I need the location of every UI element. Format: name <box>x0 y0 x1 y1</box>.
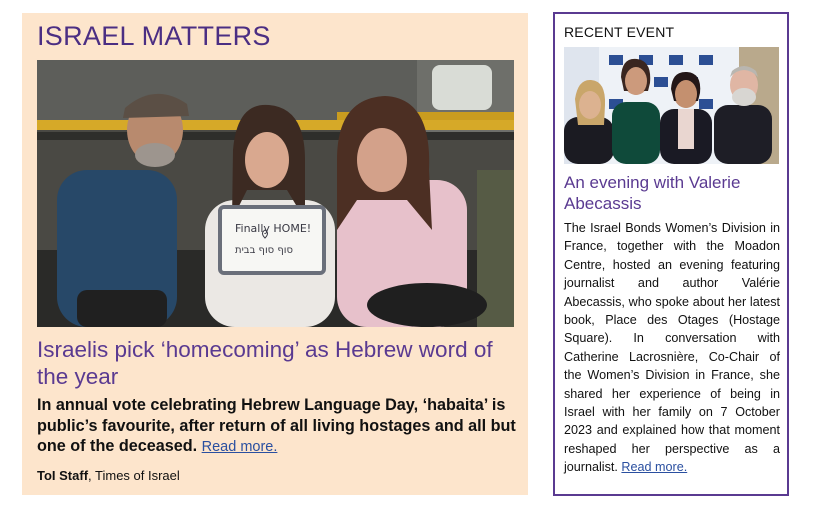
subhead <box>37 395 517 458</box>
recent-event-label: RECENT EVENT <box>564 24 675 40</box>
sign-text-english: Finally HOME! <box>235 222 312 235</box>
recent-event-panel <box>553 12 789 496</box>
read-more-link[interactable]: Read more. <box>201 439 278 455</box>
main-story-panel <box>22 13 528 495</box>
subhead-text: In annual vote celebrating Hebrew Language Day, ‘habaita’ is public’s favourite, after return of all living hostages and all but one of the deceased. <box>37 396 516 455</box>
event-body <box>564 219 780 477</box>
sign-text-hebrew: סוף סוף בבית <box>235 245 293 256</box>
hero-photo[interactable] <box>37 60 514 327</box>
byline <box>37 468 180 483</box>
event-read-more-link[interactable]: Read more. <box>621 460 688 475</box>
headline[interactable]: Israelis pick ‘homecoming’ as Hebrew word of the year <box>37 337 493 389</box>
event-body-text: The Israel Bonds Women’s Division in France, together with the Moadon Centre, hosted an evening featuring journalist and author Valérie Abecassis, who spoke about her latest book, Place des Otages (Hostage Square). In conversation with Catherine Lacrosnière, Co-Chair of the Women’s Division in France, she shared her experience of being in Israel with her family on 7 October 2023 and explained how that moment reshaped her perspective as a journalist. <box>564 221 780 475</box>
byline-source: , Times of Israel <box>88 468 180 483</box>
event-photo[interactable] <box>564 47 779 164</box>
byline-author: ToI Staff <box>37 468 89 483</box>
event-title[interactable]: An evening with Valerie Abecassis <box>564 173 741 213</box>
section-title: ISRAEL MATTERS <box>37 21 271 51</box>
